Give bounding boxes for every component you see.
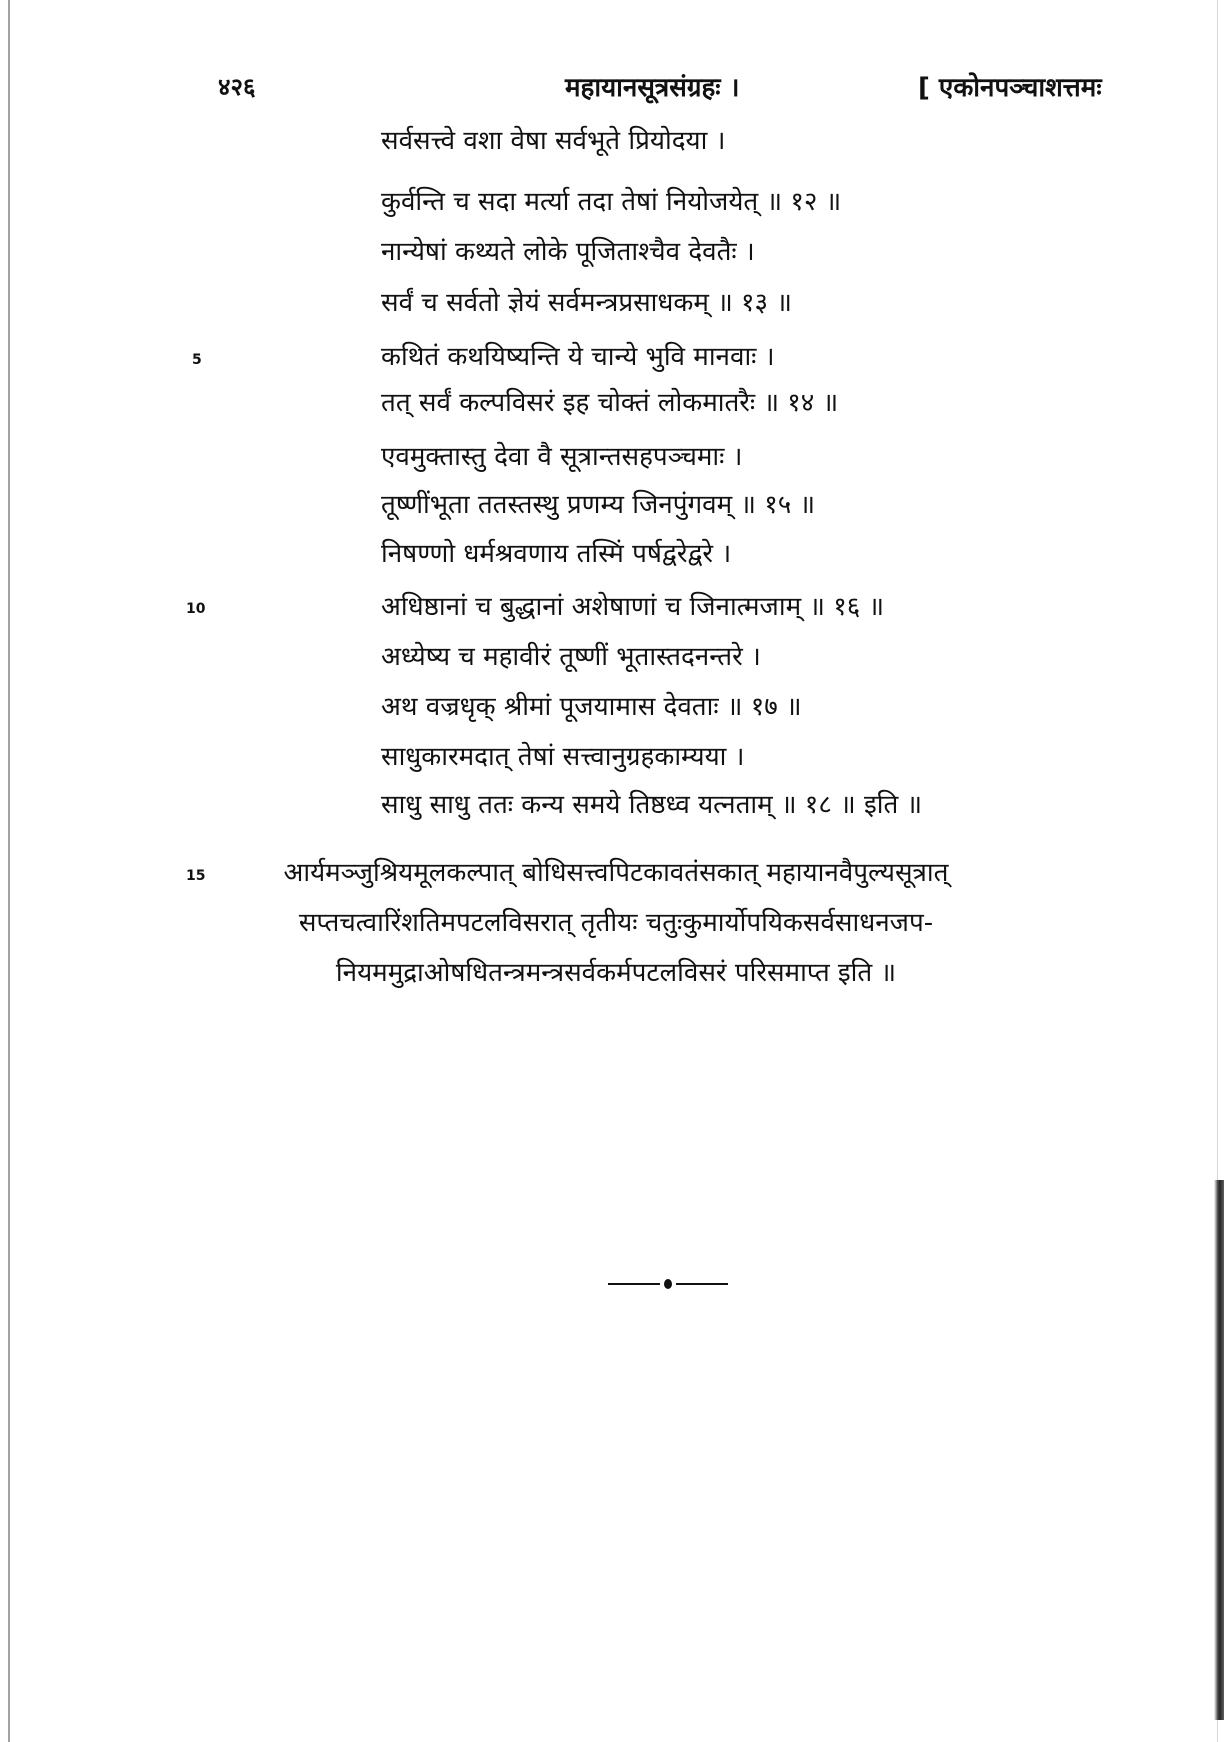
verse-line: एवमुक्तास्तु देवा वै सूत्रान्तसहपञ्चमाः । [381, 442, 743, 472]
colophon-line: सप्तचत्वारिंशतिमपटलविसरात् तृतीयः चतुःकुमार्योपयिकसर्वसाधनजप- [298, 908, 934, 938]
line-number-15: 15 [186, 868, 206, 884]
page-number: ४२६ [218, 73, 256, 101]
section-end-ornament [608, 1279, 728, 1289]
running-title: महायानसूत्रसंग्रहः । [565, 73, 740, 103]
verse-line: अध्येष्य च महावीरं तूष्णीं भूतास्तदनन्तरे । [381, 642, 761, 672]
line-number-5: 5 [192, 352, 202, 368]
verse-line: साधुकारमदात् तेषां सत्त्वानुग्रहकाम्यया । [381, 742, 745, 772]
verse-line: निषण्णो धर्मश्रवणाय तस्मिं पर्षद्वरेद्वरे । [381, 539, 732, 569]
colophon-line: नियममुद्राओषधितन्त्रमन्त्रसर्वकर्मपटलविसरं परिसमाप्त इति ॥ [335, 958, 897, 988]
line-number-10: 10 [186, 601, 206, 617]
verse-line: अधिष्ठानां च बुद्धानां अशेषाणां च जिनात्मजाम् ॥ १६ ॥ [381, 592, 885, 622]
page-header [0, 62, 1232, 102]
chapter-title: [ एकोनपञ्चाशत्तमः [918, 73, 1102, 103]
page-binding-shadow [1214, 1180, 1224, 1720]
verse-line: तूष्णींभूता ततस्तस्थु प्रणम्य जिनपुंगवम् ॥ १५ ॥ [381, 490, 816, 520]
verse-line: कुर्वन्ति च सदा मर्त्या तदा तेषां नियोजयेत् ॥ १२ ॥ [381, 187, 842, 217]
verse-line: तत् सर्वं कल्पविसरं इह चोक्तं लोकमातरैः ॥ १४ ॥ [381, 388, 839, 418]
verse-line: कथितं कथयिष्यन्ति ये चान्ये भुवि मानवाः । [381, 342, 775, 372]
verse-line: सर्वसत्त्वे वशा वेषा सर्वभूते प्रियोदया । [381, 126, 726, 156]
verse-line: नान्येषां कथ्यते लोके पूजिताश्चैव देवतैः । [381, 237, 755, 267]
verse-line: सर्वं च सर्वतो ज्ञेयं सर्वमन्त्रप्रसाधकम् ॥ १३ ॥ [381, 288, 792, 318]
verse-line: अथ वज्रधृक् श्रीमां पूजयामास देवताः ॥ १७ ॥ [381, 692, 802, 722]
verse-line: साधु साधु ततः कन्य समये तिष्ठध्व यत्नताम् ॥ १८ ॥ इति ॥ [381, 790, 923, 820]
colophon-line: आर्यमञ्जुश्रियमूलकल्पात् बोधिसत्त्वपिटकावतंसकात् महायानवैपुल्यसूत्रात् [283, 858, 949, 888]
